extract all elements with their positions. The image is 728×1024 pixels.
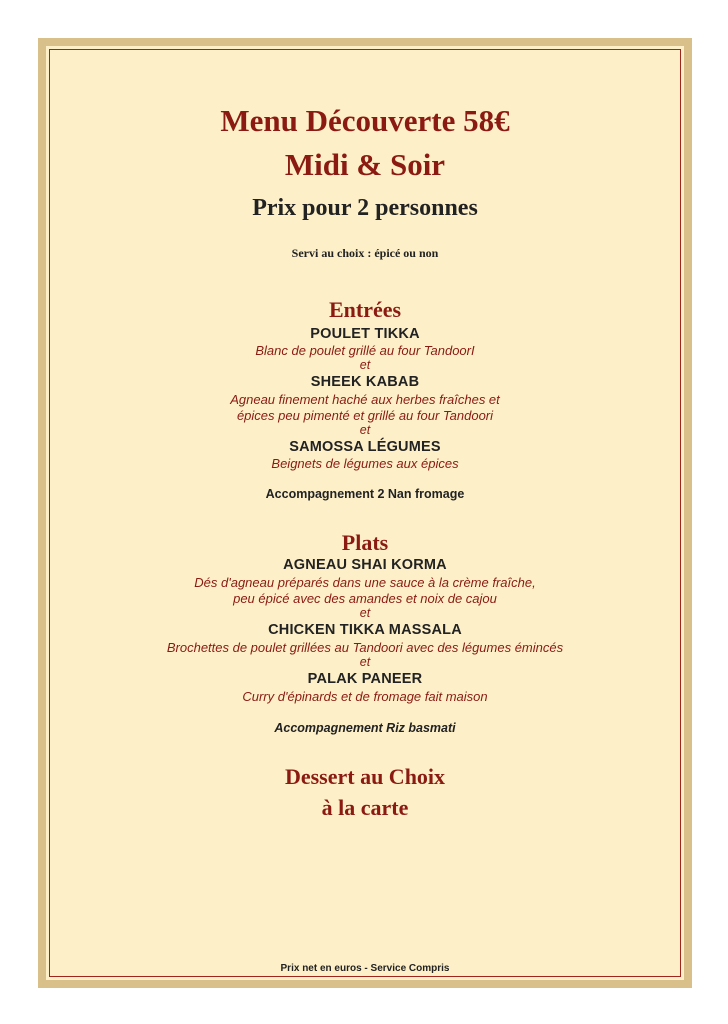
menu-header bbox=[46, 101, 684, 261]
dish-description: épices peu pimenté et grillé au four Tandoori bbox=[236, 408, 494, 423]
accompaniment-note: Accompagnement Riz basmati bbox=[274, 721, 456, 735]
dish-description: peu épicé avec des amandes et noix de cajou bbox=[233, 591, 497, 606]
dessert-note: à la carte bbox=[321, 795, 409, 820]
menu-content bbox=[46, 46, 684, 980]
menu-service-times: Midi & Soir bbox=[284, 147, 446, 182]
footer-note: Prix net en euros - Service Compris bbox=[280, 963, 450, 974]
dish-description: Brochettes de poulet grillées au Tandoori avec des légumes émincés bbox=[166, 640, 564, 655]
menu-price-note: Prix pour 2 personnes bbox=[252, 195, 478, 221]
dish-name: AGNEAU SHAI KORMA bbox=[283, 557, 447, 573]
menu-frame bbox=[38, 38, 692, 988]
dish-description: Beignets de légumes aux épices bbox=[271, 456, 459, 471]
dish-name: PALAK PANEER bbox=[307, 671, 423, 687]
dish-description: Blanc de poulet grillé au four TandoorI bbox=[255, 343, 475, 358]
dish-separator: et bbox=[359, 423, 371, 437]
section-plats bbox=[46, 531, 684, 736]
menu-title: Menu Découverte 58€ bbox=[220, 103, 510, 138]
section-dessert bbox=[46, 761, 684, 823]
section-heading-entrees: Entrées bbox=[328, 297, 402, 322]
dish-description: Dés d'agneau préparés dans une sauce à la crème fraîche, bbox=[194, 575, 536, 590]
dish-description: Agneau finement haché aux herbes fraîches et bbox=[230, 392, 500, 407]
accompaniment-note: Accompagnement 2 Nan fromage bbox=[265, 487, 465, 501]
dish-name: CHICKEN TIKKA MASSALA bbox=[268, 622, 462, 638]
section-heading-plats: Plats bbox=[341, 530, 389, 555]
dish-separator: et bbox=[359, 655, 371, 669]
dish-name: SAMOSSA LÉGUMES bbox=[289, 439, 441, 455]
dish-separator: et bbox=[359, 358, 371, 372]
dish-name: POULET TIKKA bbox=[310, 326, 420, 342]
dish-name: SHEEK KABAB bbox=[310, 374, 420, 390]
section-entrees bbox=[46, 298, 684, 502]
menu-serving-note: Servi au choix : épicé ou non bbox=[291, 246, 439, 260]
dessert-heading: Dessert au Choix bbox=[284, 764, 446, 789]
dish-separator: et bbox=[359, 606, 371, 620]
dish-description: Curry d'épinards et de fromage fait maison bbox=[242, 689, 488, 704]
